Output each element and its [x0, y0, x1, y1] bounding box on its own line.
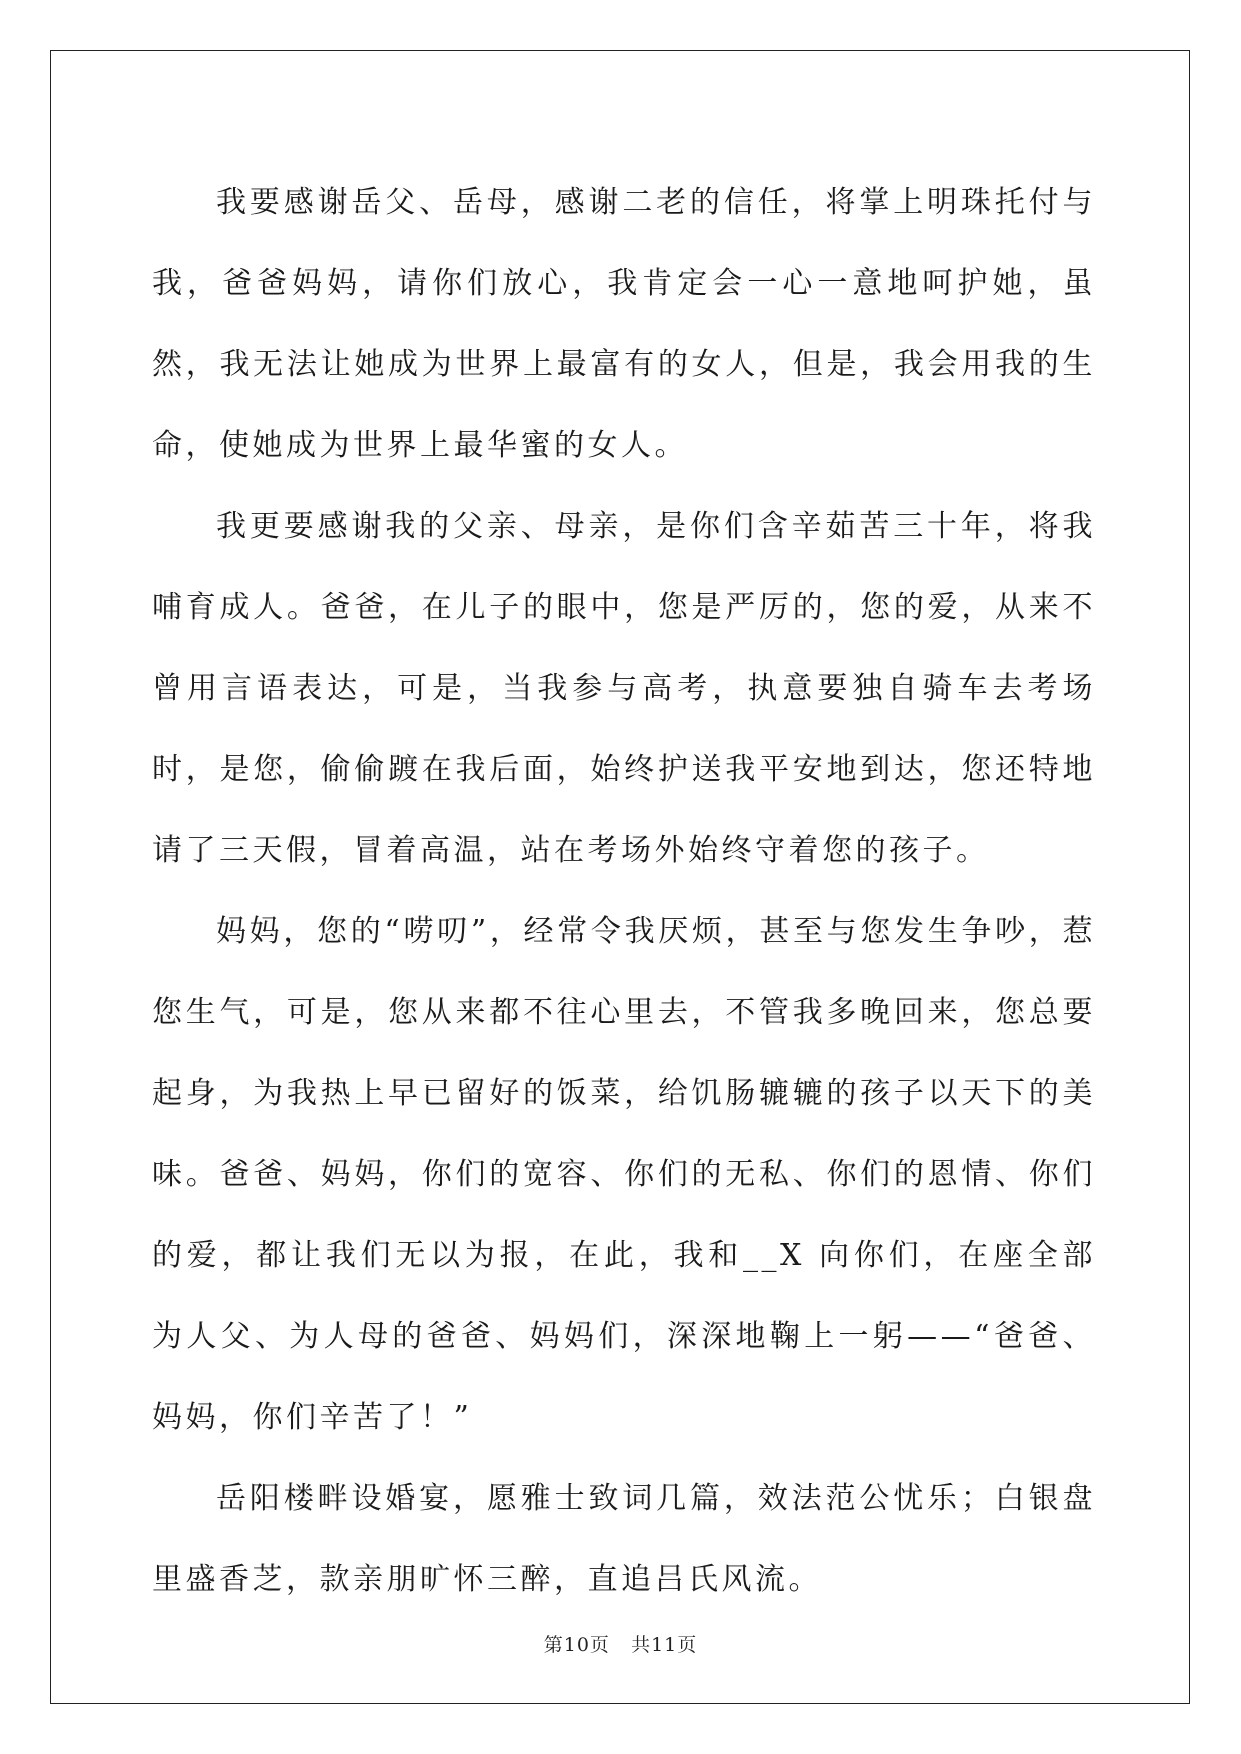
document-body	[152, 162, 1096, 1620]
page-footer	[0, 1630, 1241, 1657]
page-total: 共11页	[631, 1634, 698, 1656]
paragraph-thanks-parents: 我更要感谢我的父亲、母亲，是你们含辛茹苦三十年，将我哺育成人。爸爸，在儿子的眼中，您是严厉的，您的爱，从来不曾用言语表达，可是，当我参与高考，执意要独自骑车去考场时，是您，偷偷踱在我后面，始终护送我平安地到达，您还特地请了三天假，冒着高温，站在考场外始终守着您的孩子。	[152, 509, 1096, 868]
paragraph-closing-verse: 岳阳楼畔设婚宴，愿雅士致词几篇，效法范公忧乐；白银盘里盛香芝，款亲朋旷怀三醉，直追吕氏风流。	[152, 1481, 1096, 1597]
page-number: 第10页	[543, 1634, 610, 1656]
paragraph-thanks-mother: 妈妈，您的“唠叨”，经常令我厌烦，甚至与您发生争吵，惹您生气，可是，您从来都不往心里去，不管我多晚回来，您总要起身，为我热上早已留好的饭菜，给饥肠辘辘的孩子以天下的美味。爸爸、妈妈，你们的宽容、你们的无私、你们的恩情、你们的爱，都让我们无以为报，在此，我和__X 向你们，在座全部为人父、为人母的爸爸、妈妈们，深深地鞠上一躬——“爸爸、妈妈，你们辛苦了！”	[152, 914, 1096, 1435]
paragraph-thanks-in-laws: 我要感谢岳父、岳母，感谢二老的信任，将掌上明珠托付与我，爸爸妈妈，请你们放心，我肯定会一心一意地呵护她，虽然，我无法让她成为世界上最富有的女人，但是，我会用我的生命，使她成为世界上最华蜜的女人。	[152, 185, 1096, 463]
